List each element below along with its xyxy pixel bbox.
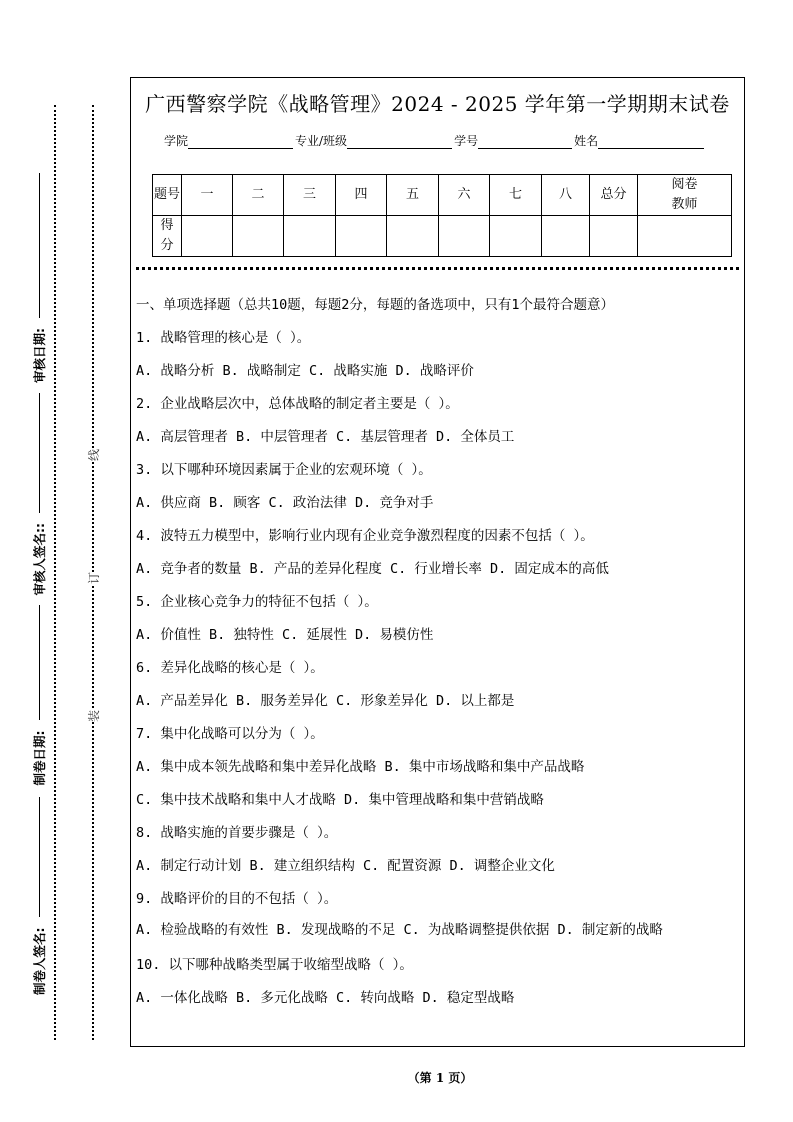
question-text: 8. 战略实施的首要步骤是（ ）。	[136, 825, 338, 841]
question-text: 9. 战略评价的目的不包括（ ）。	[136, 891, 338, 907]
maker-signature-line	[39, 798, 40, 918]
college-field[interactable]	[188, 134, 293, 149]
exam-page-frame	[130, 77, 745, 1047]
question-text: 3. 以下哪种环境因素属于企业的宏观环境（ ）。	[136, 462, 432, 478]
row-label-score: 得分	[153, 216, 182, 257]
question-text: 1. 战略管理的核心是（ ）。	[136, 330, 311, 346]
make-date-label: 制卷日期:	[32, 730, 47, 786]
student-id-field[interactable]	[478, 134, 572, 149]
question-text: 7. 集中化战略可以分为（ ）。	[136, 726, 324, 742]
question-options: A. 一体化战略 B. 多元化战略 C. 转向战略 D. 稳定型战略	[136, 990, 515, 1006]
col-5: 五	[387, 175, 439, 216]
binding-char-xian: 线	[86, 448, 101, 461]
question-text: 10. 以下哪种战略类型属于收缩型战略（ ）。	[136, 957, 413, 973]
question-text: 5. 企业核心竞争力的特征不包括（ ）。	[136, 594, 378, 610]
score-cell[interactable]	[439, 216, 490, 257]
maker-signature-label: 制卷人签名:	[32, 927, 47, 995]
review-date-label: 审核日期:	[32, 328, 47, 383]
binding-strip	[85, 140, 101, 1040]
binding-char-zhuang: 装	[86, 709, 101, 722]
score-cell[interactable]	[590, 216, 638, 257]
score-cell[interactable]	[336, 216, 387, 257]
section-divider	[136, 267, 739, 270]
score-cell[interactable]	[490, 216, 542, 257]
col-6: 六	[439, 175, 490, 216]
page-title: 广西警察学院《战略管理》2024 - 2025 学年第一学期期末试卷	[145, 92, 730, 116]
margin-signature-strip	[30, 140, 48, 1040]
row-label-question-no: 题号	[153, 175, 182, 216]
reviewer-signature-line	[39, 393, 40, 513]
score-table	[152, 174, 732, 257]
question-options: A. 检验战略的有效性 B. 发现战略的不足 C. 为战略调整提供依据 D. 制定新的战略	[136, 922, 663, 938]
score-cell[interactable]	[542, 216, 590, 257]
student-id-label: 学号	[454, 134, 479, 148]
make-date-line	[39, 606, 40, 721]
col-1: 一	[182, 175, 233, 216]
college-label: 学院	[164, 134, 189, 148]
question-options: A. 集中成本领先战略和集中差异化战略 B. 集中市场战略和集中产品战略	[136, 759, 585, 775]
question-text: 4. 波特五力模型中，影响行业内现有企业竞争激烈程度的因素不包括（ ）。	[136, 528, 594, 544]
major-class-label: 专业/班级	[295, 134, 348, 148]
score-table-header-row	[153, 175, 732, 216]
student-info-row	[164, 132, 706, 149]
question-options: A. 供应商 B. 顾客 C. 政治法律 D. 竞争对手	[136, 495, 434, 511]
col-2: 二	[233, 175, 284, 216]
score-cell[interactable]	[233, 216, 284, 257]
question-options: A. 高层管理者 B. 中层管理者 C. 基层管理者 D. 全体员工	[136, 429, 515, 445]
question-options: A. 战略分析 B. 战略制定 C. 战略实施 D. 战略评价	[136, 363, 474, 379]
score-cell[interactable]	[387, 216, 439, 257]
col-grader: 阅卷教师	[638, 175, 732, 216]
col-7: 七	[490, 175, 542, 216]
major-class-field[interactable]	[347, 134, 452, 149]
question-options: A. 产品差异化 B. 服务差异化 C. 形象差异化 D. 以上都是	[136, 693, 515, 709]
reviewer-signature-label: 审核人签名::	[32, 523, 47, 596]
col-total: 总分	[590, 175, 638, 216]
question-options-cont: C. 集中技术战略和集中人才战略 D. 集中管理战略和集中营销战略	[136, 792, 544, 808]
score-table-score-row	[153, 216, 732, 257]
question-options: A. 价值性 B. 独特性 C. 延展性 D. 易模仿性	[136, 627, 434, 643]
review-date-line	[39, 173, 40, 318]
margin-dotted-line	[54, 105, 56, 1040]
name-field[interactable]	[598, 134, 704, 149]
section-heading: 一、单项选择题（总共10题，每题2分，每题的备选项中，只有1个最符合题意）	[136, 297, 615, 313]
question-options: A. 竞争者的数量 B. 产品的差异化程度 C. 行业增长率 D. 固定成本的高低	[136, 561, 609, 577]
score-cell[interactable]	[182, 216, 233, 257]
col-4: 四	[336, 175, 387, 216]
page-number: （第 1 页）	[407, 1071, 473, 1085]
question-text: 6. 差异化战略的核心是（ ）。	[136, 660, 324, 676]
col-3: 三	[284, 175, 336, 216]
score-cell[interactable]	[638, 216, 732, 257]
question-options: A. 制定行动计划 B. 建立组织结构 C. 配置资源 D. 调整企业文化	[136, 858, 555, 874]
questions-section	[136, 293, 738, 1019]
name-label: 姓名	[574, 134, 599, 148]
binding-char-ding: 订	[86, 571, 101, 584]
col-8: 八	[542, 175, 590, 216]
score-cell[interactable]	[284, 216, 336, 257]
question-text: 2. 企业战略层次中，总体战略的制定者主要是（ ）。	[136, 396, 459, 412]
